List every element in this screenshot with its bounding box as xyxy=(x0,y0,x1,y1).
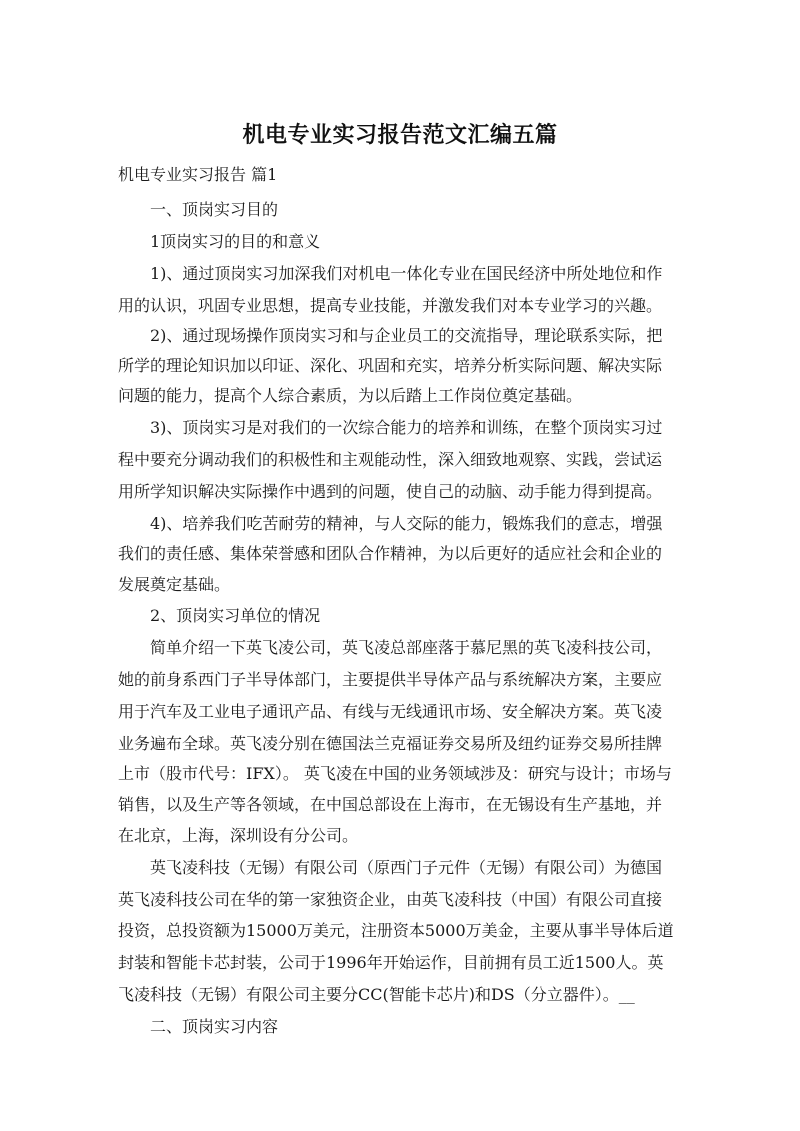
paragraph-line: 她的前身系西门子半导体部门，主要提供半导体产品与系统解决方案，主要应 xyxy=(118,670,663,689)
paragraph-line: 简单介绍一下英飞凌公司，英飞凌总部座落于慕尼黑的英飞凌科技公司， xyxy=(150,638,663,657)
paragraph-line: 3)、顶岗实习是对我们的一次综合能力的培养和训练，在整个顶岗实习过 xyxy=(150,418,663,437)
heading-content: 二、顶岗实习内容 xyxy=(150,1017,279,1036)
paragraph-line: 用所学知识解决实际操作中遇到的问题，使自己的动脑、动手能力得到提高。 xyxy=(118,482,663,501)
heading-company: 2、顶岗实习单位的情况 xyxy=(150,606,321,625)
paragraph-line: 问题的能力，提高个人综合素质，为以后踏上工作岗位奠定基础。 xyxy=(118,386,583,405)
paragraph-line: 投资，总投资额为15000万美元，注册资本5000万美金，主要从事半导体后道 xyxy=(118,921,674,940)
paragraph-line: 上市（股市代号：IFX）。 英飞凌在中国的业务领域涉及：研究与设计；市场与 xyxy=(118,764,672,783)
paragraph-line: 业务遍布全球。英飞凌分别在德国法兰克福证券交易所及纽约证券交易所挂牌 xyxy=(118,734,663,753)
paragraph-line: 销售，以及生产等各领域，在中国总部设在上海市，在无锡设有生产基地，并 xyxy=(118,795,663,814)
paragraph-line: 英飞凌科技（无锡）有限公司（原西门子元件（无锡）有限公司）为德国 xyxy=(150,858,663,877)
heading-purpose: 一、顶岗实习目的 xyxy=(150,200,279,219)
document-title: 机电专业实习报告范文汇编五篇 xyxy=(242,123,558,148)
paragraph-line: 我们的责任感、集体荣誉感和团队合作精神，为以后更好的适应社会和企业的 xyxy=(118,544,663,563)
paragraph-line: 2)、通过现场操作顶岗实习和与企业员工的交流指导，理论联系实际，把 xyxy=(150,326,663,345)
paragraph-line: 在北京，上海，深圳设有分公司。 xyxy=(118,826,359,845)
paragraph-line: 封装和智能卡芯封装，公司于1996年开始运作，目前拥有员工近1500人。英 xyxy=(118,953,664,972)
paragraph-line: 用于汽车及工业电子通讯产品、有线与无线通讯市场、安全解决方案。英飞凌 xyxy=(118,702,663,721)
paragraph-line: 飞凌科技（无锡）有限公司主要分CC(智能卡芯片)和DS（分立器件）。__ xyxy=(118,985,635,1004)
subheading-meaning: 1顶岗实习的目的和意义 xyxy=(150,232,321,251)
paragraph-line: 发展奠定基础。 xyxy=(118,575,231,594)
section-heading: 机电专业实习报告 篇1 xyxy=(118,165,278,184)
paragraph-line: 用的认识，巩固专业思想，提高专业技能，并激发我们对本专业学习的兴趣。 xyxy=(118,296,663,315)
paragraph-line: 所学的理论知识加以印证、深化、巩固和充实，培养分析实际问题、解决实际 xyxy=(118,356,663,375)
paragraph-line: 英飞凌科技公司在华的第一家独资企业，由英飞凌科技（中国）有限公司直接 xyxy=(118,890,663,909)
paragraph-line: 1)、通过顶岗实习加深我们对机电一体化专业在国民经济中所处地位和作 xyxy=(150,264,663,283)
paragraph-line: 程中要充分调动我们的积极性和主观能动性，深入细致地观察、实践，尝试运 xyxy=(118,450,663,469)
paragraph-line: 4)、培养我们吃苦耐劳的精神，与人交际的能力，锻炼我们的意志，增强 xyxy=(150,514,663,533)
